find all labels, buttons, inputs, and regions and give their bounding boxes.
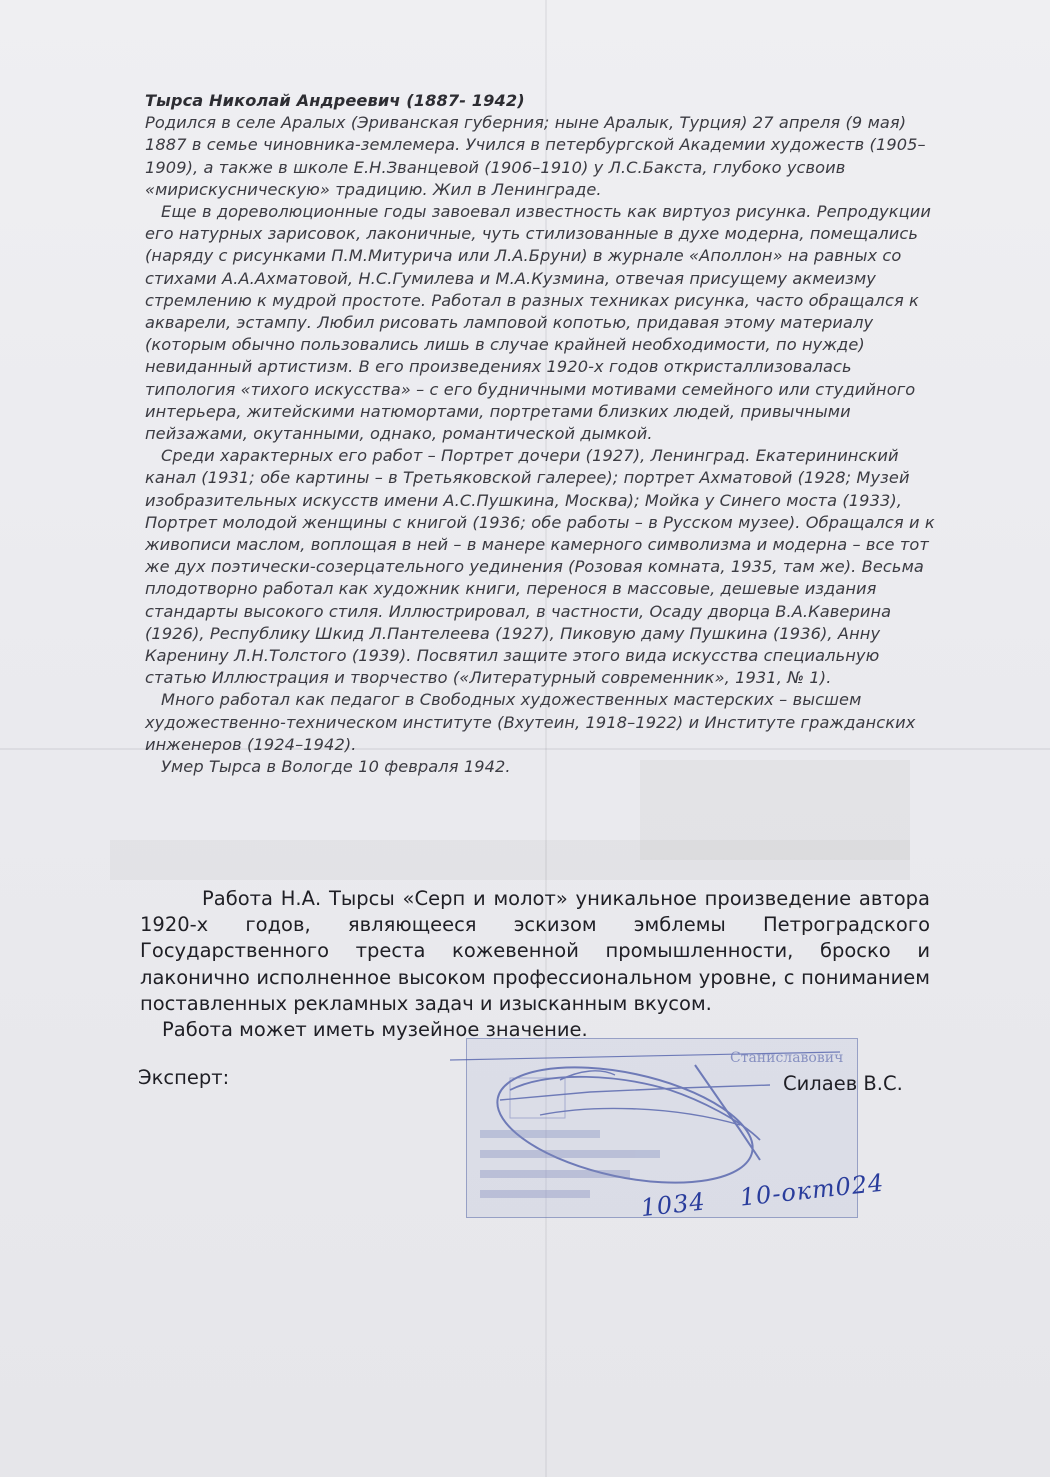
expert-label: Эксперт:	[138, 1066, 230, 1089]
biography-paragraph: Родился в селе Аралых (Эриванская губерния; ныне Аралык, Турция) 27 апреля (9 мая) 1887 в семье чиновника-землемера. Учился в петербургской Академии художеств (1905–1909), а также в школе Е.Н.Званцевой (1906–1910) у Л.С.Бакста, глубоко усвоив «мирискусническую» традицию. Жил в Ленинграде.	[145, 113, 926, 199]
conclusion-paragraph: Работа Н.А. Тырсы «Серп и молот» уникальное произведение автора 1920-х годов, являющееся эскизом эмблемы Петроградского Государственного треста кожевенной промышленности, броско и лаконично исполненное высоком профессиональном уровне, с пониманием поставленных рекламных задач и изысканным вкусом.	[140, 887, 930, 1015]
biography-paragraph: Умер Тырса в Вологде 10 февраля 1942.	[161, 757, 511, 777]
expert-name: Силаев В.С.	[783, 1072, 903, 1095]
svg-text:Станиславович: Станиславович	[730, 1050, 844, 1066]
handwritten-date: 10-окт024	[738, 1168, 886, 1212]
biography-paragraph: Среди характерных его работ – Портрет дочери (1927), Ленинград. Екатерининский канал (1931; обе картины – в Третьяковской галерее); портрет Ахматовой (1928; Музей изобразительных искусств имени А.С.Пушкина, Москва); Мойка у Синего моста (1933), Портрет молодой женщины с книгой (1936; обе работы – в Русском музее). Обращался и к живописи маслом, воплощая в ней – в манере камерного символизма и модерна – все тот же дух поэтически-созерцательного уединения (Розовая комната, 1935, там же). Весьма плодотворно работал как художник книги, перенося в массовые, дешевые издания стандарты высокого стиля. Иллюстрировал, в частности, Осаду дворца В.А.Каверина (1926), Республику Шкид Л.Пантелеева (1927), Пиковую даму Пушкина (1936), Анну Каренину Л.Н.Толстого (1939). Посвятил защите этого вида искусства специальную статью Иллюстрация и творчество («Литературный современник», 1931, № 1).	[145, 446, 935, 688]
biography-paragraph: Много работал как педагог в Свободных художественных мастерских – высшем художественно-техническом институте (Вхутеин, 1918–1922) и Институте гражданских инженеров (1924–1942).	[145, 690, 916, 754]
biography-paragraph: Еще в дореволюционные годы завоевал известность как виртуоз рисунка. Репродукции его натурных зарисовок, лаконичные, чуть стилизованные в духе модерна, помещались (наряду с рисунками П.М.Митурича или Л.А.Бруни) в журнале «Аполлон» на равных со стихами А.А.Ахматовой, Н.С.Гумилева и М.А.Кузмина, отвечая присущему акмеизму стремлению к мудрой простоте. Работал в разных техниках рисунка, часто обращался к акварели, эстампу. Любил рисовать ламповой копотью, придавая этому материалу (которым обычно пользовались лишь в случае крайней необходимости, по нужде) невиданный артистизм. В его произведениях 1920-х годов откристаллизовалась типология «тихого искусства» – с его будничными мотивами семейного или студийного интерьера, житейскими натюмортами, портретами близких людей, привычными пейзажами, окутанными, однако, романтической дымкой.	[145, 202, 931, 444]
handwritten-code: 1034	[639, 1187, 707, 1223]
biography-title: Тырса Николай Андреевич (1887- 1942)	[145, 91, 525, 110]
conclusion-paragraph: Работа может иметь музейное значение.	[162, 1018, 588, 1042]
bleed-through-shape	[110, 840, 910, 880]
biography-section	[145, 90, 935, 778]
expert-conclusion	[140, 886, 930, 1043]
